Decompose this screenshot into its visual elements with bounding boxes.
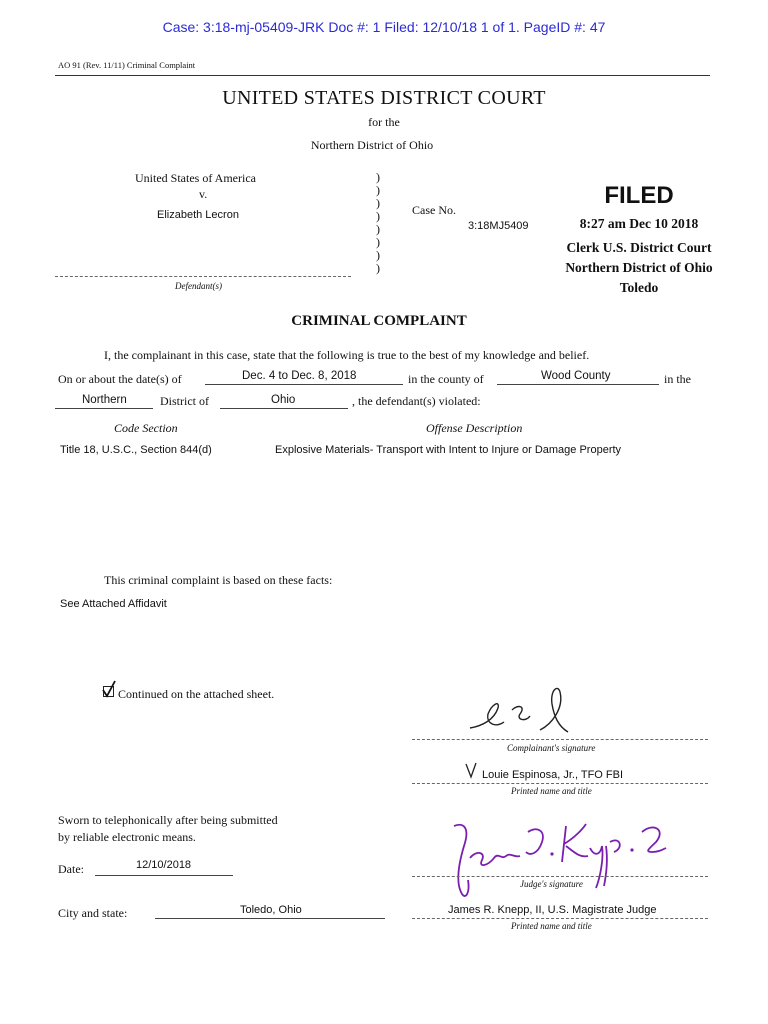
date-line (95, 875, 233, 876)
versus: v. (199, 187, 208, 201)
filed-time: 8:27 am Dec 10 2018 (579, 216, 699, 231)
filed-title: FILED (604, 182, 674, 209)
in-county-label: in the county of (408, 372, 484, 386)
case-no-label: Case No. (412, 203, 456, 217)
caption-paren-4: ) (376, 222, 380, 236)
code-section-label: Code Section (114, 421, 178, 435)
checkmark-icon (101, 680, 117, 698)
violated-label: , the defendant(s) violated: (352, 394, 481, 408)
caption-paren-5: ) (376, 235, 380, 249)
top-rule (55, 75, 710, 76)
court-for: for the (368, 115, 400, 129)
defendant-label: Defendant(s) (175, 281, 222, 291)
caption-paren-3: ) (376, 209, 380, 223)
sworn-line-2: by reliable electronic means. (58, 830, 196, 844)
filed-city: Toledo (619, 280, 659, 295)
caption-paren-6: ) (376, 248, 380, 262)
filed-district: Northern District of Ohio (565, 260, 713, 275)
district-of-label: District of (160, 394, 209, 408)
offense-description-label: Offense Description (426, 421, 523, 435)
complainant-signature-label: Complainant's signature (507, 743, 596, 753)
district-dir-line (55, 408, 153, 409)
facts-value: See Attached Affidavit (60, 598, 167, 610)
filed-clerk: Clerk U.S. District Court (566, 240, 712, 255)
case-no: 3:18MJ5409 (468, 220, 529, 232)
printed-name-label-2: Printed name and title (511, 921, 592, 931)
complaint-intro: I, the complainant in this case, state that the following is true to the best of my knowledge and belief. (104, 348, 590, 362)
county-name: Wood County (541, 370, 611, 382)
printed-name-label-1: Printed name and title (511, 786, 592, 796)
city-state-value: Toledo, Ohio (240, 904, 302, 916)
in-the-label: in the (664, 372, 691, 386)
initial-mark-icon (464, 762, 478, 780)
judge-name: James R. Knepp, II, U.S. Magistrate Judge (448, 904, 657, 916)
judge-signature-label: Judge's signature (520, 879, 583, 889)
form-code: AO 91 (Rev. 11/11) Criminal Complaint (58, 60, 196, 70)
judge-signature-line (412, 876, 708, 877)
court-title: UNITED STATES DISTRICT COURT (222, 87, 546, 109)
state-line (220, 408, 348, 409)
defendant-name: Elizabeth Lecron (157, 209, 239, 221)
caption-paren-2: ) (376, 196, 380, 210)
continued-label: Continued on the attached sheet. (118, 687, 275, 701)
sworn-line-1: Sworn to telephonically after being submitted (58, 813, 278, 827)
defendant-line (55, 276, 351, 277)
complainant-name: Louie Espinosa, Jr., TFO FBI (482, 769, 624, 781)
caption-paren-7: ) (376, 261, 380, 275)
caption-paren-1: ) (376, 183, 380, 197)
court-district: Northern District of Ohio (310, 138, 434, 152)
city-state-label: City and state: (58, 906, 128, 920)
header-stamp: Case: 3:18-mj-05409-JRK Doc #: 1 Filed: 12/10/18 1 of 1. PageID #: 47 (162, 19, 606, 35)
caption-paren-0: ) (376, 170, 380, 184)
offense-dates: Dec. 4 to Dec. 8, 2018 (242, 370, 357, 382)
plaintiff-name: United States of America (135, 171, 256, 185)
district-direction: Northern (82, 394, 127, 406)
on-about-label: On or about the date(s) of (58, 372, 182, 386)
complainant-name-line (412, 783, 708, 784)
date-label: Date: (58, 862, 84, 876)
complaint-heading: CRIMINAL COMPLAINT (291, 313, 467, 329)
judge-name-line (412, 918, 708, 919)
date-value: 12/10/2018 (136, 859, 192, 871)
code-section-value: Title 18, U.S.C., Section 844(d) (60, 444, 212, 456)
facts-intro: This criminal complaint is based on these facts: (104, 573, 333, 587)
county-line (497, 384, 659, 385)
dates-line (205, 384, 403, 385)
complainant-signature-line (412, 739, 708, 740)
complainant-signature-icon (460, 680, 580, 742)
state-name: Ohio (271, 394, 296, 406)
offense-description-value: Explosive Materials- Transport with Intent to Injure or Damage Property (275, 444, 622, 456)
city-state-line (155, 918, 385, 919)
